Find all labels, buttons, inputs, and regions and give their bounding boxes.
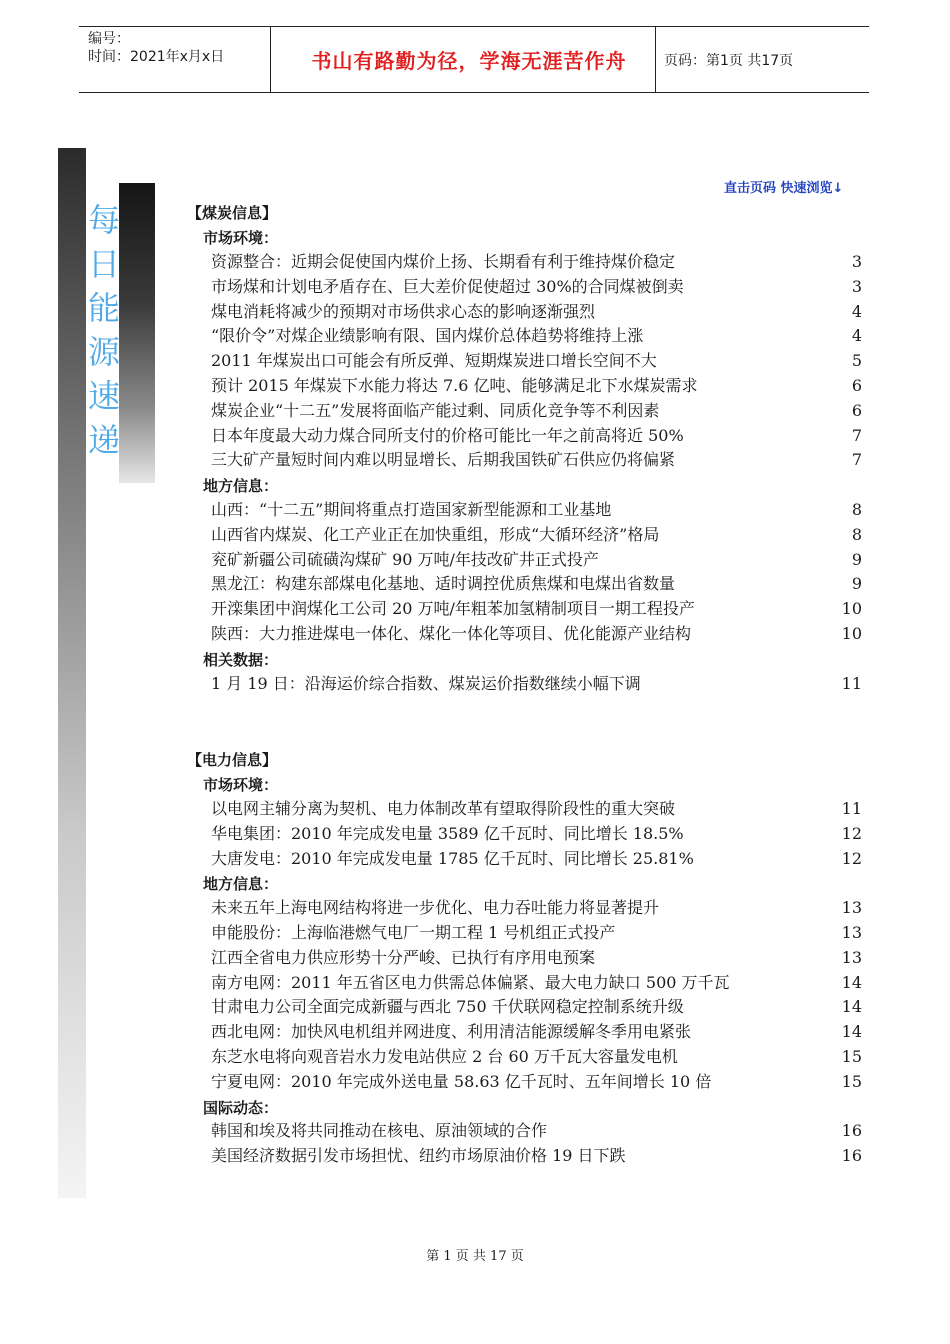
page-footer: 第 1 页 共 17 页 [426, 1249, 524, 1264]
header-page-info: 页码：第1页 共17页 [664, 53, 794, 69]
subsection-market: 市场环境： [203, 229, 279, 247]
subsection-market: 市场环境： [203, 776, 279, 794]
quick-browse-link[interactable]: 直击页码 快速浏览↓ [724, 181, 844, 196]
toc-entry-page: 6 [851, 400, 862, 420]
toc-entry-page: 10 [841, 624, 862, 643]
toc-entry-title: “限价令”对煤企业绩影响有限、国内煤价总体趋势将维持上涨 [211, 326, 644, 346]
toc-entry-title: 煤炭企业“十二五”发展将面临产能过剩、同质化竞争等不利因素 [211, 400, 660, 420]
toc-entry-page: 14 [841, 972, 862, 992]
section-title-power: 【电力信息】 [187, 751, 278, 769]
toc-entry-title: 兖矿新疆公司硫磺沟煤矿 90 万吨/年技改矿井正式投产 [211, 549, 599, 569]
toc-entry-page: 13 [841, 898, 862, 918]
toc-entry-page: 8 [851, 524, 862, 544]
toc-entry-title: 1 月 19 日：沿海运价综合指数、煤炭运价指数继续小幅下调 [211, 673, 641, 693]
vertical-title: 每日能源速递 [87, 201, 120, 459]
toc-entry-title: 资源整合：近期会促使国内煤价上扬、长期看有利于维持煤价稳定 [211, 252, 676, 271]
toc-entry-page: 6 [851, 376, 862, 395]
toc-entry-page: 13 [841, 923, 862, 942]
toc-entry-page: 4 [851, 326, 862, 346]
number-label: 编号： [88, 31, 130, 47]
toc-entry-title: 日本年度最大动力煤合同所支付的价格可能比一年之前高将近 50% [211, 425, 684, 445]
toc-entry-title: 宁夏电网：2010 年完成外送电量 58.63 亿千瓦时、五年间增长 10 倍 [211, 1071, 712, 1091]
toc-entry-page: 15 [841, 1047, 862, 1066]
toc-entry-page: 11 [841, 673, 862, 693]
toc-entry-page: 16 [841, 1146, 862, 1166]
toc-entry-title: 以电网主辅分离为契机、电力体制改革有望取得阶段性的重大突破 [211, 799, 676, 818]
toc-entry-page: 16 [841, 1121, 862, 1141]
toc-entry-title: 甘肃电力公司全面完成新疆与西北 750 千伏联网稳定控制系统升级 [211, 997, 684, 1017]
toc-entry-title: 山西省内煤炭、化工产业正在加快重组，形成“大循环经济”格局 [211, 524, 660, 544]
time-label: 时间：2021年x月x日 [88, 49, 225, 65]
toc-entry-title: 申能股份：上海临港燃气电厂一期工程 1 号机组正式投产 [211, 923, 616, 942]
toc-entry-title: 华电集团：2010 年完成发电量 3589 亿千瓦时、同比增长 18.5% [211, 823, 684, 843]
section-title-coal: 【煤炭信息】 [187, 204, 278, 222]
toc-entry-title: 东芝水电将向观音岩水力发电站供应 2 台 60 万千瓦大容量发电机 [211, 1047, 678, 1066]
toc-entry-page: 9 [851, 574, 862, 594]
toc-entry-title: 预计 2015 年煤炭下水能力将达 7.6 亿吨、能够满足北下水煤炭需求 [211, 376, 698, 395]
toc-entry-title: 未来五年上海电网结构将进一步优化、电力吞吐能力将显著提升 [211, 898, 660, 918]
toc-entry-title: 南方电网：2011 年五省区电力供需总体偏紧、最大电力缺口 500 万千瓦 [211, 972, 730, 992]
toc-entry-page: 13 [841, 947, 862, 967]
toc-entry-page: 10 [841, 599, 862, 619]
toc-entry-page: 4 [851, 301, 862, 321]
toc-entry-page: 7 [851, 425, 862, 445]
toc-entry-title: 山西：“十二五”期间将重点打造国家新型能源和工业基地 [211, 500, 612, 519]
toc-entry-title: 江西全省电力供应形势十分严峻、已执行有序用电预案 [211, 947, 596, 967]
toc-entry-page: 12 [841, 848, 862, 868]
subsection-local: 地方信息： [203, 477, 279, 496]
toc-entry-page: 15 [841, 1071, 862, 1091]
toc-entry-page: 3 [851, 252, 862, 271]
toc-entry-page: 9 [851, 549, 862, 569]
subsection-data: 相关数据： [203, 650, 279, 669]
toc-entry-page: 14 [841, 997, 862, 1017]
toc-entry-title: 韩国和埃及将共同推动在核电、原油领域的合作 [211, 1121, 548, 1141]
toc-entry-page: 14 [841, 1022, 862, 1042]
toc-entry-title: 三大矿产量短时间内难以明显增长、后期我国铁矿石供应仍将偏紧 [211, 450, 676, 470]
toc-entry-page: 11 [841, 799, 862, 818]
toc-entry-page: 8 [851, 500, 862, 519]
toc-entry-title: 美国经济数据引发市场担忧、纽约市场原油价格 19 日下跌 [211, 1146, 626, 1166]
toc-entry-title: 西北电网：加快风电机组并网进度、利用清洁能源缓解冬季用电紧张 [211, 1022, 692, 1042]
toc-entry-title: 陕西：大力推进煤电一体化、煤化一体化等项目、优化能源产业结构 [211, 624, 692, 643]
toc-entry-title: 大唐发电：2010 年完成发电量 1785 亿千瓦时、同比增长 25.81% [211, 848, 694, 868]
toc-entry-title: 市场煤和计划电矛盾存在、巨大差价促使超过 30%的合同煤被倒卖 [211, 276, 684, 296]
toc-entry-title: 黑龙江：构建东部煤电化基地、适时调控优质焦煤和电煤出省数量 [211, 574, 676, 594]
toc-entry-title: 2011 年煤炭出口可能会有所反弹、短期煤炭进口增长空间不大 [211, 351, 657, 371]
toc-entry-title: 煤电消耗将减少的预期对市场供求心态的影响逐渐强烈 [211, 301, 596, 321]
toc-entry-page: 7 [851, 450, 862, 470]
toc-entry-page: 3 [851, 276, 862, 296]
toc-entry-page: 12 [841, 823, 862, 843]
subsection-intl: 国际动态： [203, 1098, 279, 1117]
toc-entry-title: 开滦集团中润煤化工公司 20 万吨/年粗苯加氢精制项目一期工程投产 [211, 599, 695, 619]
subsection-local: 地方信息： [203, 875, 279, 894]
toc-entry-page: 5 [851, 351, 862, 371]
header-motto: 书山有路勤为径，学海无涯苦作舟 [311, 49, 627, 73]
